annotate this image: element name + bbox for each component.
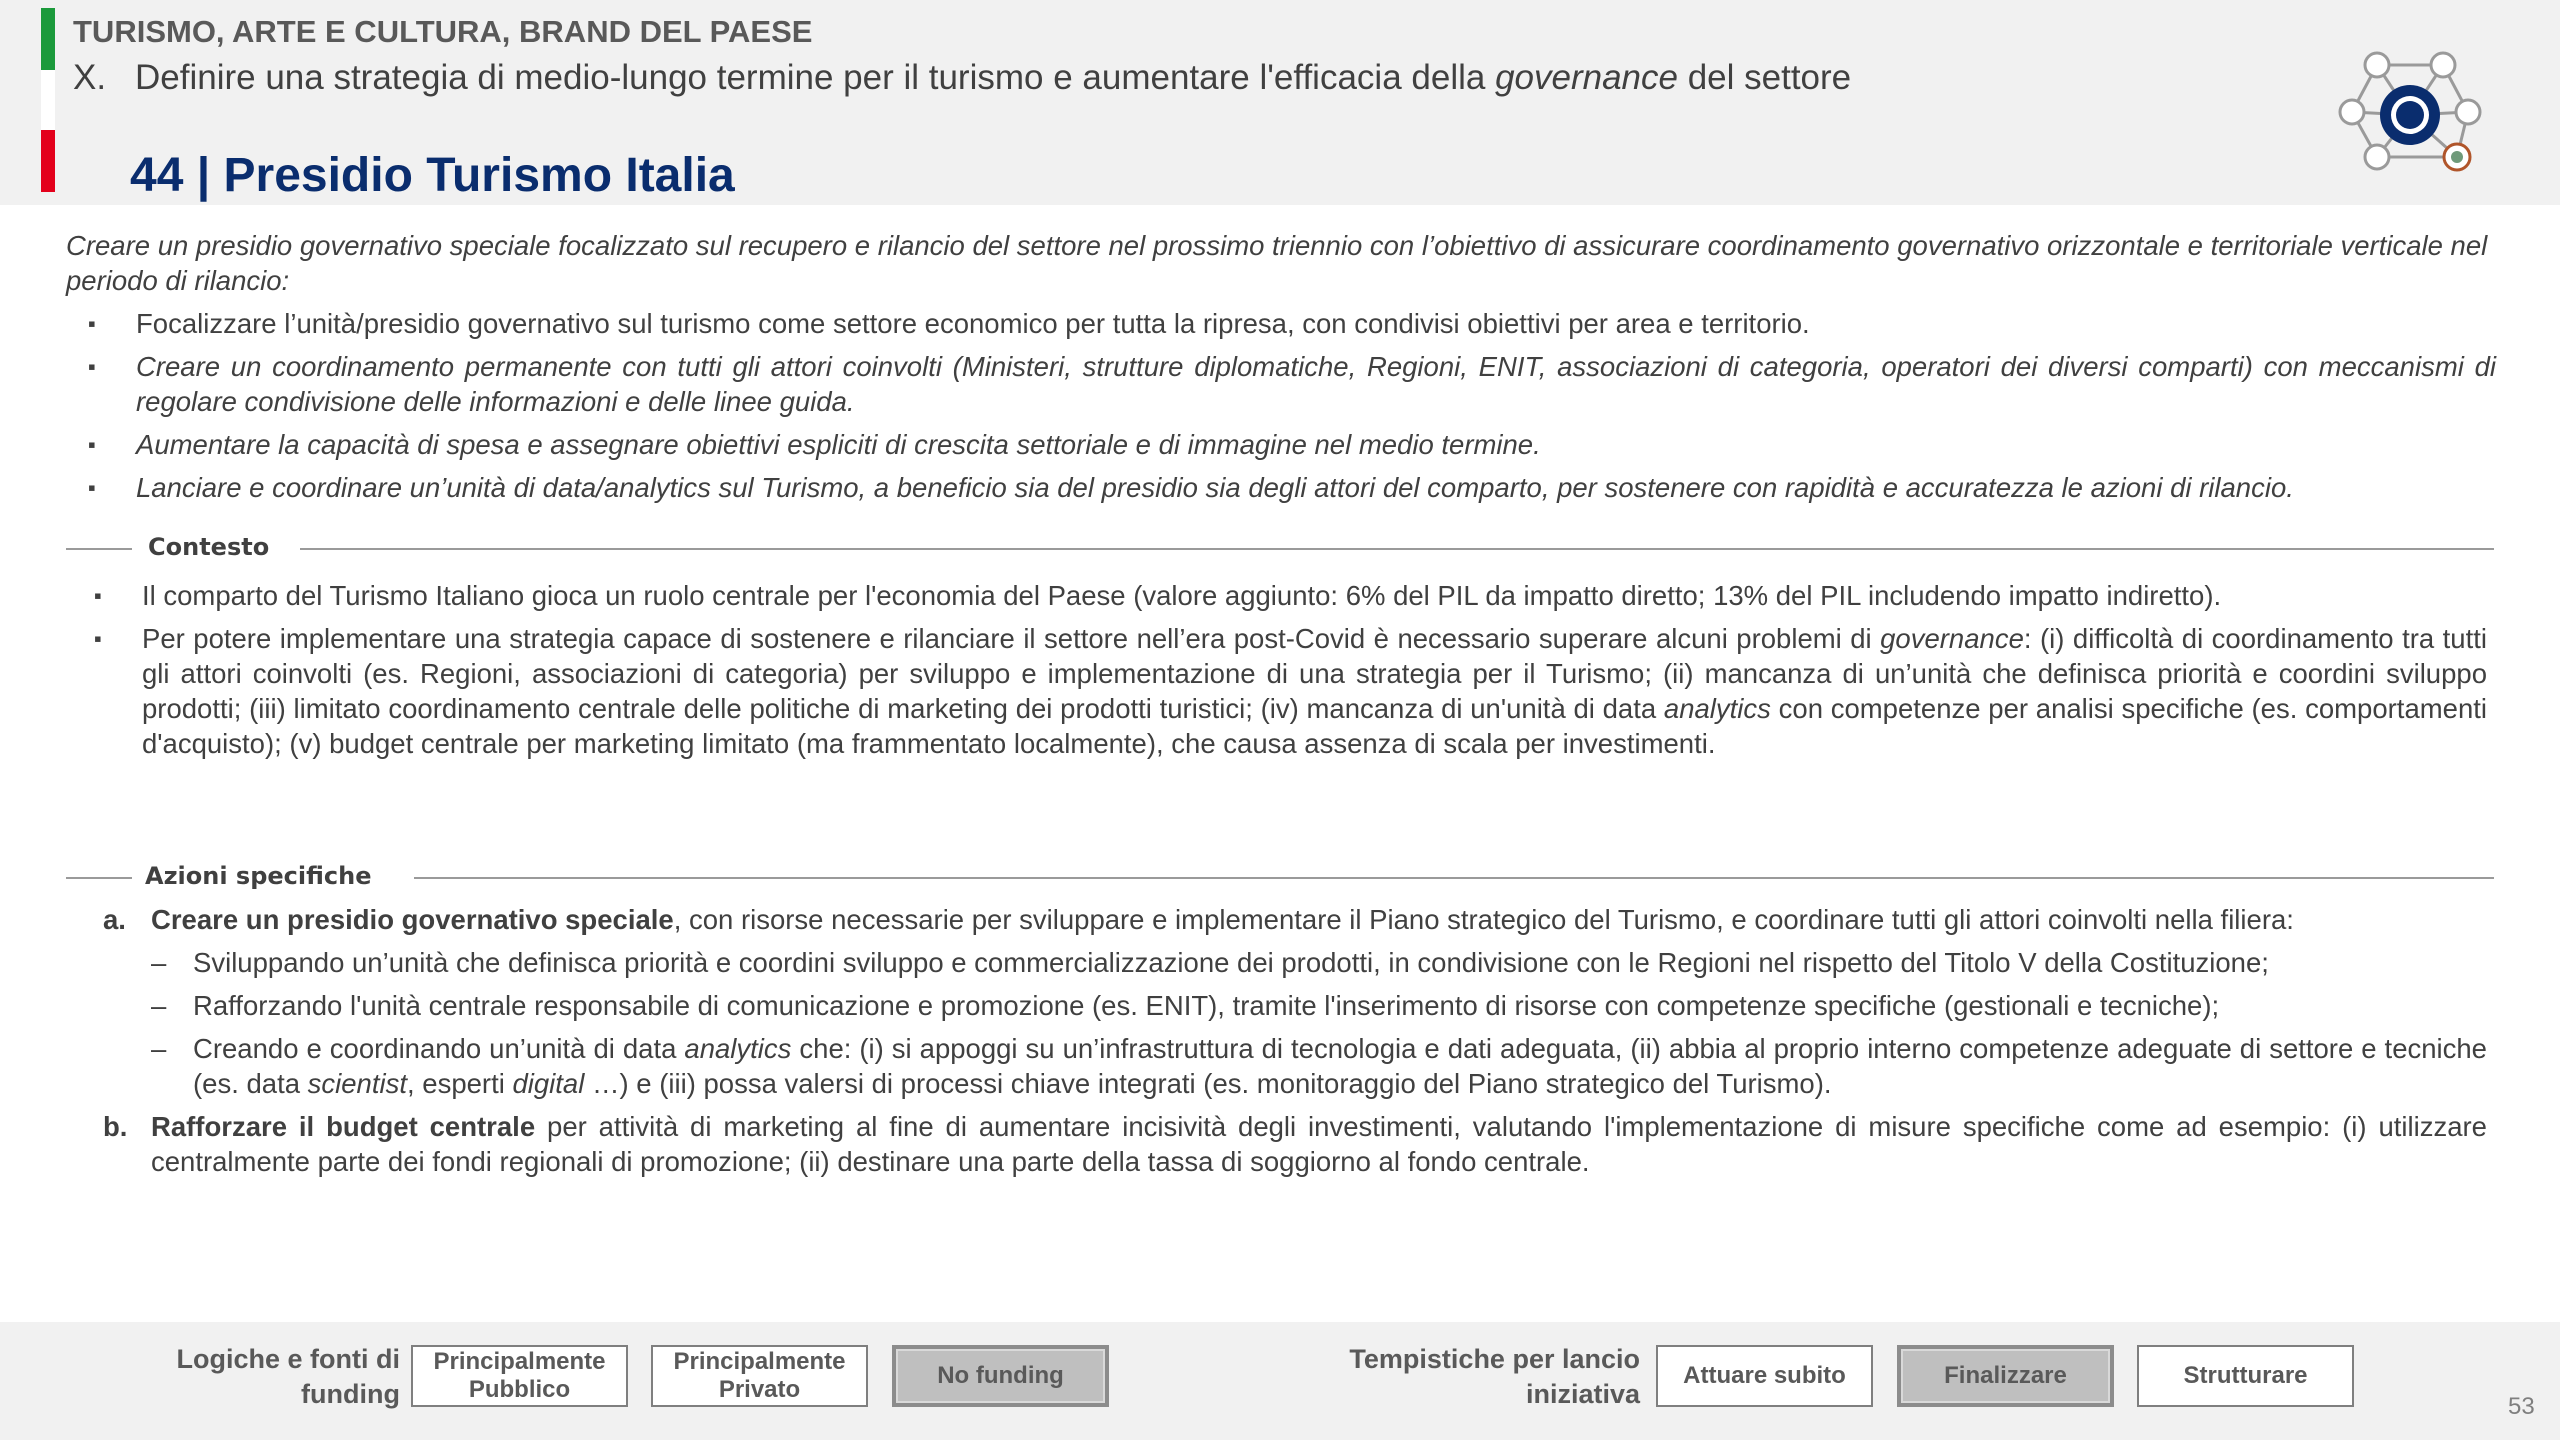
square-bullet-icon: ▪	[88, 432, 96, 457]
subitem-text: , esperti	[407, 1068, 513, 1099]
context-bullet-text: Il comparto del Turismo Italiano gioca un ruolo centrale per l'economia del Paese (valore aggiunto: 6% del PIL da impatto diretto; 13% del PIL includendo impatto indiretto).	[142, 580, 2222, 611]
action-subitem	[66, 945, 2487, 980]
timing-label-line: Tempistiche per lancio	[1349, 1344, 1640, 1374]
intro-bullet	[66, 306, 2496, 341]
context-text: Per potere implementare una strategia capace di sostenere e rilanciare il settore nell’era post-Covid è necessario superare alcuni problemi di	[142, 623, 1881, 654]
actions-block	[66, 902, 2487, 1187]
section-label-contesto: Contesto	[148, 533, 270, 561]
action-letter: a.	[103, 904, 126, 935]
subitem-italic: digital	[512, 1068, 585, 1099]
funding-label-line: funding	[301, 1379, 400, 1409]
square-bullet-icon: ▪	[88, 311, 96, 336]
funding-option-private	[651, 1345, 868, 1407]
context-text: con competenze per analisi specifiche (es. comportamenti d'acquisto); (v) budget centrale per marketing limitato (ma frammentato localmente), che causa assenza di scala per investimenti.	[142, 693, 2487, 759]
action-item-b	[66, 1109, 2487, 1179]
action-bold: Creare un presidio governativo speciale	[151, 904, 674, 935]
timing-label	[1240, 1342, 1640, 1412]
funding-label	[120, 1342, 400, 1412]
context-block	[66, 578, 2487, 769]
page-title: 44 | Presidio Turismo Italia	[130, 149, 735, 202]
action-text: , con risorse necessarie per sviluppare e implementare il Piano strategico del Turismo, e coordinare tutti gli attori coinvolti nella filiera:	[673, 904, 2294, 935]
timing-option-finalize-selected	[1897, 1345, 2114, 1407]
funding-option-none-selected	[892, 1345, 1109, 1407]
dash-bullet-icon: –	[151, 1033, 167, 1064]
context-bullet	[66, 621, 2487, 761]
header-band	[0, 0, 2560, 205]
intro-bullet-text: Lanciare e coordinare un’unità di data/analytics sul Turismo, a beneficio sia del presidio sia degli attori del comparto, per sostenere con rapidità e accuratezza le azioni di rilancio.	[136, 472, 2294, 503]
intro-lead: Creare un presidio governativo speciale focalizzato sul recupero e rilancio del settore nel prossimo triennio con l’obiettivo di assicurare coordinamento governativo orizzontale e territoriale verticale nel periodo di rilancio:	[66, 230, 2488, 296]
divider-line	[66, 877, 132, 879]
funding-label-line: Logiche e fonti di	[176, 1344, 400, 1374]
action-bold: Rafforzare il budget centrale	[151, 1111, 536, 1142]
intro-bullet	[66, 470, 2496, 505]
objective-number: X.	[73, 58, 107, 97]
section-label-azioni: Azioni specifiche	[145, 862, 372, 890]
option-text: Attuare subito	[1683, 1362, 1846, 1389]
flag-green	[41, 8, 55, 70]
timing-option-now	[1656, 1345, 1873, 1407]
action-letter: b.	[103, 1111, 128, 1142]
intro-bullet-list	[66, 306, 2496, 505]
flag-red	[41, 130, 55, 192]
intro-bullet	[66, 427, 2496, 462]
objective-italic: governance	[1495, 58, 1678, 97]
divider-line	[66, 548, 132, 550]
action-text: per attività di marketing al fine di aumentare incisività degli investimenti, valutando l'implementazione di misure specifiche come ad esempio: (i) utilizzare centralmente parte dei fondi regionali di promozione; (ii) destinare una parte della tassa di soggiorno al fondo centrale.	[151, 1111, 2487, 1177]
subitem-text: Rafforzando l'unità centrale responsabile di comunicazione e promozione (es. ENIT), tramite l'inserimento di risorse con competenze specifiche (gestionali e tecniche);	[193, 990, 2220, 1021]
objective-text-end: del settore	[1677, 58, 1852, 97]
divider-line	[300, 548, 2494, 550]
intro-bullet	[66, 349, 2496, 419]
context-italic: governance	[1880, 623, 2024, 654]
subitem-text: …) e (iii) possa valersi di processi chiave integrati (es. monitoraggio del Piano strategico del Turismo).	[584, 1068, 1832, 1099]
timing-label-line: iniziativa	[1525, 1379, 1640, 1409]
objective-text: Definire una strategia di medio-lungo termine per il turismo e aumentare l'efficacia della	[135, 58, 1496, 97]
option-text: Principalmente	[433, 1348, 606, 1375]
option-text: Finalizzare	[1944, 1362, 2067, 1389]
italian-flag-stripe	[41, 8, 55, 192]
action-item-a	[66, 902, 2487, 937]
context-italic: analytics	[1663, 693, 1771, 724]
timing-option-structure	[2137, 1345, 2354, 1407]
context-bullet-list	[66, 578, 2487, 761]
dash-bullet-icon: –	[151, 990, 167, 1021]
option-text: No funding	[937, 1362, 1064, 1389]
intro-bullet-text: Focalizzare l’unità/presidio governativo sul turismo come settore economico per tutta la ripresa, con condivisi obiettivi per area e territorio.	[136, 308, 1810, 339]
subitem-text: Creando e coordinando un’unità di data	[193, 1033, 685, 1064]
intro-bullet-text: Aumentare la capacità di spesa e assegnare obiettivi espliciti di crescita settoriale e di immagine nel medio termine.	[136, 429, 1541, 460]
subitem-text: Sviluppando un’unità che definisca priorità e coordini sviluppo e commercializzazione dei prodotti, in condivisione con le Regioni nel rispetto del Titolo V della Costituzione;	[193, 947, 2269, 978]
square-bullet-icon: ▪	[94, 626, 102, 651]
divider-line	[414, 877, 2494, 879]
context-text: : (i) difficoltà di coordinamento tra tutti gli attori coinvolti (es. Regioni, associazioni di categoria) per sviluppo e implementazione di una strategia per il Turismo; (ii) mancanza di un’unità che definisca priorità e coordini sviluppo prodotti; (iii) limitato coordinamento centrale delle politiche di marketing dei prodotti turistici; (iv) mancanza di un'unità di data	[142, 623, 2487, 724]
option-text: Strutturare	[2183, 1362, 2308, 1389]
flag-white	[41, 70, 55, 130]
option-text: Privato	[718, 1376, 801, 1403]
section-title: TURISMO, ARTE E CULTURA, BRAND DEL PAESE	[73, 14, 813, 49]
action-subitem	[66, 1031, 2487, 1101]
page-number: 53	[2508, 1393, 2535, 1420]
option-text: Principalmente	[673, 1348, 846, 1375]
context-bullet	[66, 578, 2487, 613]
option-text: Pubblico	[468, 1376, 571, 1403]
subitem-italic: scientist	[307, 1068, 407, 1099]
network-hub-icon	[2335, 45, 2485, 180]
square-bullet-icon: ▪	[88, 475, 96, 500]
square-bullet-icon: ▪	[94, 583, 102, 608]
intro-block	[66, 228, 2496, 513]
square-bullet-icon: ▪	[88, 354, 96, 379]
subitem-italic: analytics	[684, 1033, 792, 1064]
subitem-text: che: (i) si appoggi su un’infrastruttura di tecnologia e dati adeguata, (ii) abbia al proprio interno competenze adeguate di settore e tecniche (es. data	[193, 1033, 2487, 1099]
action-subitem	[66, 988, 2487, 1023]
funding-option-public	[411, 1345, 628, 1407]
dash-bullet-icon: –	[151, 947, 167, 978]
intro-bullet-text: Creare un coordinamento permanente con tutti gli attori coinvolti (Ministeri, strutture diplomatiche, Regioni, ENIT, associazioni di categoria, operatori dei diversi comparti) con meccanismi di regolare condivisione delle informazioni e delle linee guida.	[136, 351, 2496, 417]
objective-title	[73, 58, 1851, 98]
